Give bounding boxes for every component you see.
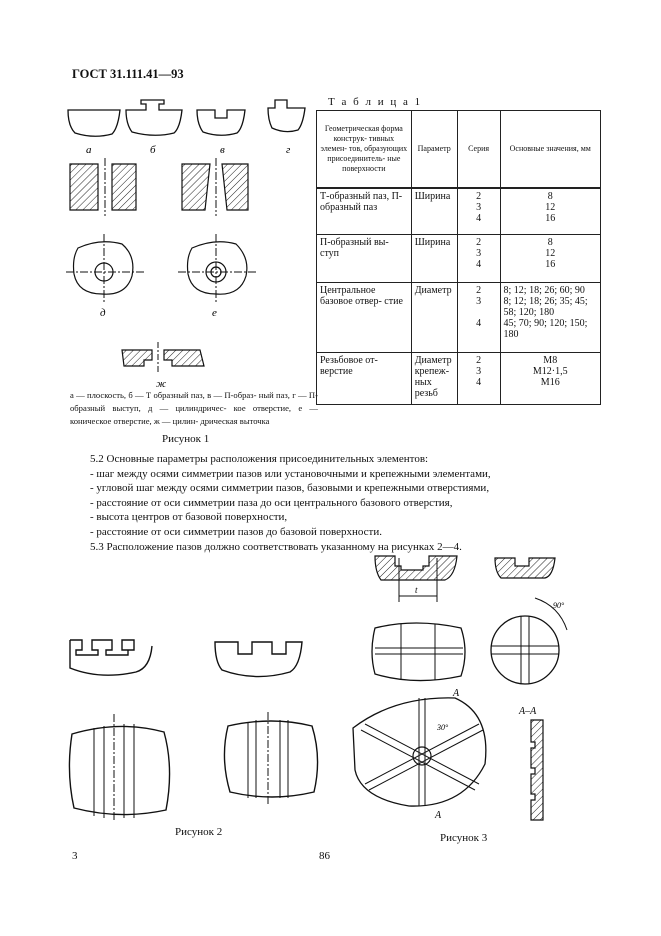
table-cell-param: Диаметр xyxy=(411,282,457,352)
text-line: 5.3 Расположение пазов должно соответствовать указанному на рисунках 2—4. xyxy=(90,540,462,553)
table-cell-shape: Центральное базовое отвер- стие xyxy=(317,282,412,352)
fig3-plan-left xyxy=(372,623,465,681)
table-cell-param: Ширина xyxy=(411,188,457,234)
text-line: 5.2 Основные параметры расположения присоединительных элементов: xyxy=(90,453,429,465)
table-row xyxy=(317,282,601,352)
fig3-plan-radial xyxy=(353,688,486,821)
table-cell-series: 2 3 4 xyxy=(457,188,500,234)
figure-3-caption: Рисунок 3 xyxy=(440,832,488,844)
fig1-a-plane xyxy=(68,110,120,136)
text-line: - угловой шаг между осями симметрии пазов, базовыми и крепежными отверстиями, xyxy=(90,482,490,495)
table-cell-param: Ширина xyxy=(411,234,457,282)
figure-2-caption: Рисунок 2 xyxy=(175,826,223,838)
figure-1-legend: а — плоскость, б — Т образный паз, в — П-образ- ный паз, г — П-образный выступ, д — цилиндричес- кое отверстие, е — коническое отверстие, ж — цилин- дрическая выточка xyxy=(70,390,318,426)
table-cell-series: 2 3 4 xyxy=(457,234,500,282)
fig3-section-label: A–A xyxy=(519,706,537,717)
text-line: - шаг между осями симметрии пазов или установочными и крепежными элементами, xyxy=(90,467,491,480)
fig1-b-t-slot xyxy=(126,100,182,135)
fig2-pslot-profile xyxy=(215,642,302,677)
fig3-section-top-left xyxy=(375,556,457,602)
fig1-cylindrical-section xyxy=(70,158,136,216)
table-1-caption: Т а б л и ц а 1 xyxy=(328,96,423,108)
table-row xyxy=(317,188,601,234)
fig3-section-top-right xyxy=(495,558,555,578)
figure-1-drawings xyxy=(60,98,315,390)
fig1-label-d: д xyxy=(100,307,106,319)
page-number: 86 xyxy=(319,850,330,862)
fig1-g-p-projection xyxy=(268,100,305,132)
table-1-header-param: Параметр xyxy=(411,111,457,189)
fig1-label-b: б xyxy=(150,144,156,156)
fig3-angle-2: 30° xyxy=(437,723,449,732)
fig3-plan-cross xyxy=(491,598,567,684)
standard-header: ГОСТ 31.111.41—93 xyxy=(72,67,184,81)
fig1-label-g: г xyxy=(286,144,291,156)
fig3-cut-bottom: A xyxy=(435,810,442,821)
fig1-conical-section xyxy=(182,158,248,216)
fig2-plan-left xyxy=(69,714,169,822)
table-1-header-shape: Геометрическая форма конструк- тивных элемен- тов, образующих присоединитель- ные поверхности xyxy=(317,111,412,189)
table-cell-values: 8 12 16 xyxy=(500,188,600,234)
fig1-zh-recess xyxy=(122,342,204,374)
fig1-label-zh: ж xyxy=(156,378,167,390)
table-cell-series: 2 3 4 xyxy=(457,352,500,404)
fig2-plan-right xyxy=(224,712,317,804)
fig3-dim-t: t xyxy=(415,585,418,595)
table-cell-shape: Резьбовое от- верстие xyxy=(317,352,412,404)
table-cell-shape: Т-образный паз, П-образный паз xyxy=(317,188,412,234)
table-1-header-series: Серия xyxy=(457,111,500,189)
table-cell-values: 8 12 16 xyxy=(500,234,600,282)
table-cell-param: Диаметр крепеж- ных резьб xyxy=(411,352,457,404)
fig1-d-cylindrical-plan xyxy=(66,234,144,304)
page-left-number: 3 xyxy=(72,850,78,862)
table-1 xyxy=(316,110,601,405)
fig3-cut-top: A xyxy=(453,688,460,699)
fig1-e-conical-plan xyxy=(178,234,256,304)
fig2-tslot-profile xyxy=(70,640,152,675)
figure-1-caption: Рисунок 1 xyxy=(162,433,210,445)
figure-3-drawings xyxy=(345,548,575,830)
fig1-label-v: в xyxy=(220,144,225,156)
table-cell-series: 2 3 4 xyxy=(457,282,500,352)
section-5-2-text xyxy=(90,452,600,554)
table-row xyxy=(317,234,601,282)
fig3-angle-1: 90° xyxy=(553,601,565,610)
table-row xyxy=(317,352,601,404)
table-cell-values: M8 M12·1,5 M16 xyxy=(500,352,600,404)
fig3-section-aa xyxy=(518,706,543,820)
table-cell-shape: П-образный вы- ступ xyxy=(317,234,412,282)
text-line: - высота центров от базовой поверхности, xyxy=(90,511,288,524)
table-cell-values: 8; 12; 18; 26; 60; 90 8; 12; 18; 26; 35; 45; 58; 120; 180 45; 70; 90; 120; 150; 180 xyxy=(500,282,600,352)
text-line: - расстояние от оси симметрии пазов до базовой поверхности. xyxy=(90,525,382,538)
fig1-v-p-slot xyxy=(197,110,245,135)
table-1-header-values: Основные значения, мм xyxy=(500,111,600,189)
fig1-label-a: а xyxy=(86,144,92,156)
text-line: - расстояние от оси симметрии паза до оси центрального базового отверстия, xyxy=(90,496,453,509)
figure-2-drawings xyxy=(60,628,330,823)
fig1-label-e: е xyxy=(212,307,217,319)
